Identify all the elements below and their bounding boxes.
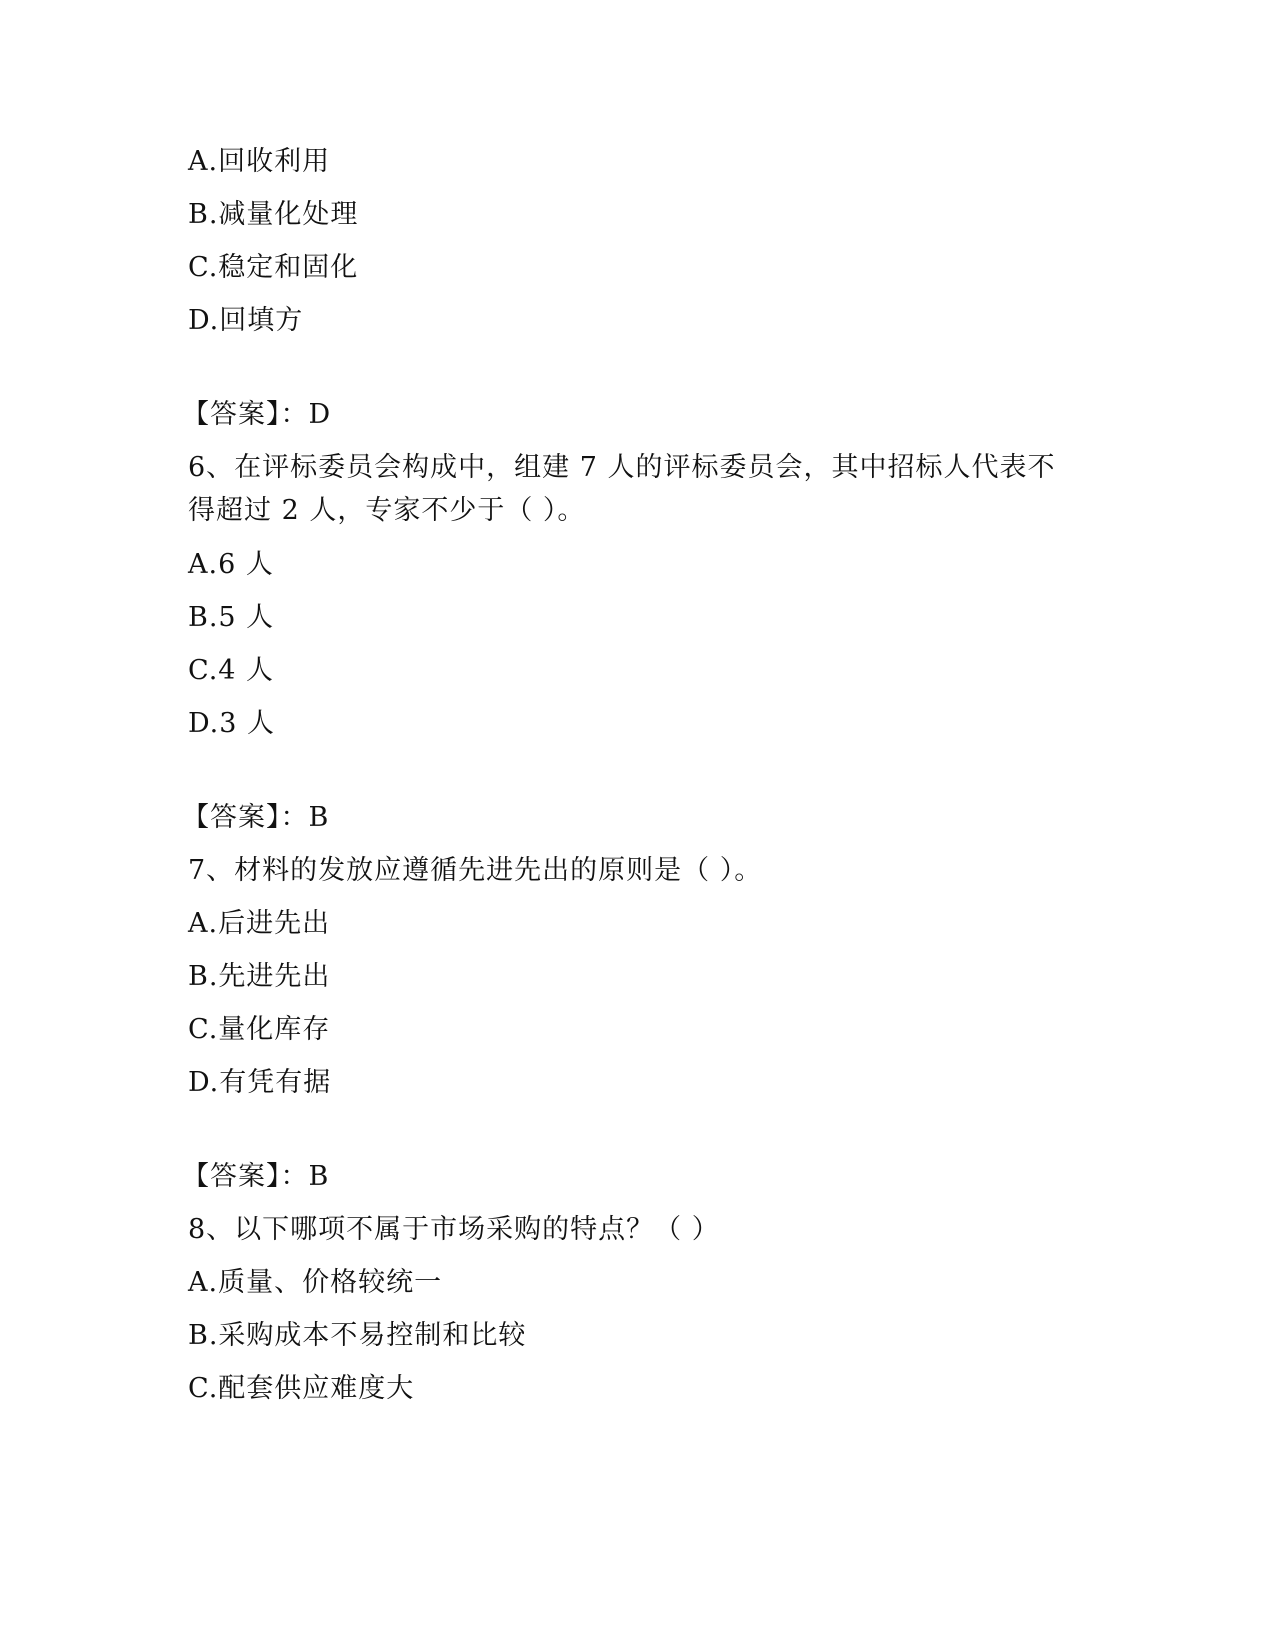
q5-option-b: B.减量化处理 <box>188 199 359 230</box>
q8-option-c: C.配套供应难度大 <box>188 1373 415 1404</box>
q6-answer: 【答案】：B <box>182 802 330 833</box>
q6-option-d: D.3 人 <box>188 708 276 739</box>
q5-option-a: A.回收利用 <box>188 146 331 177</box>
q8-option-a: A.质量、价格较统一 <box>188 1267 443 1298</box>
q7-option-d: D.有凭有据 <box>188 1067 332 1098</box>
q8-stem: 8、以下哪项不属于市场采购的特点？（ ） <box>188 1214 720 1245</box>
q7-option-a: A.后进先出 <box>188 908 331 939</box>
q7-answer: 【答案】：B <box>182 1161 330 1192</box>
q6-option-a: A.6 人 <box>188 549 274 580</box>
q5-option-d: D.回填方 <box>188 305 304 336</box>
q5-option-c: C.稳定和固化 <box>188 252 359 283</box>
q6-option-b: B.5 人 <box>188 602 275 633</box>
q7-option-c: C.量化库存 <box>188 1014 331 1045</box>
q5-answer: 【答案】：D <box>182 399 332 430</box>
q6-stem-line1: 6、在评标委员会构成中，组建 7 人的评标委员会，其中招标人代表不 <box>188 452 1056 483</box>
q7-option-b: B.先进先出 <box>188 961 331 992</box>
q7-stem: 7、材料的发放应遵循先进先出的原则是（ ）。 <box>188 855 763 886</box>
q8-option-b: B.采购成本不易控制和比较 <box>188 1320 527 1351</box>
q6-stem-line2: 得超过 2 人，专家不少于（ ）。 <box>188 495 586 526</box>
q6-option-c: C.4 人 <box>188 655 275 686</box>
